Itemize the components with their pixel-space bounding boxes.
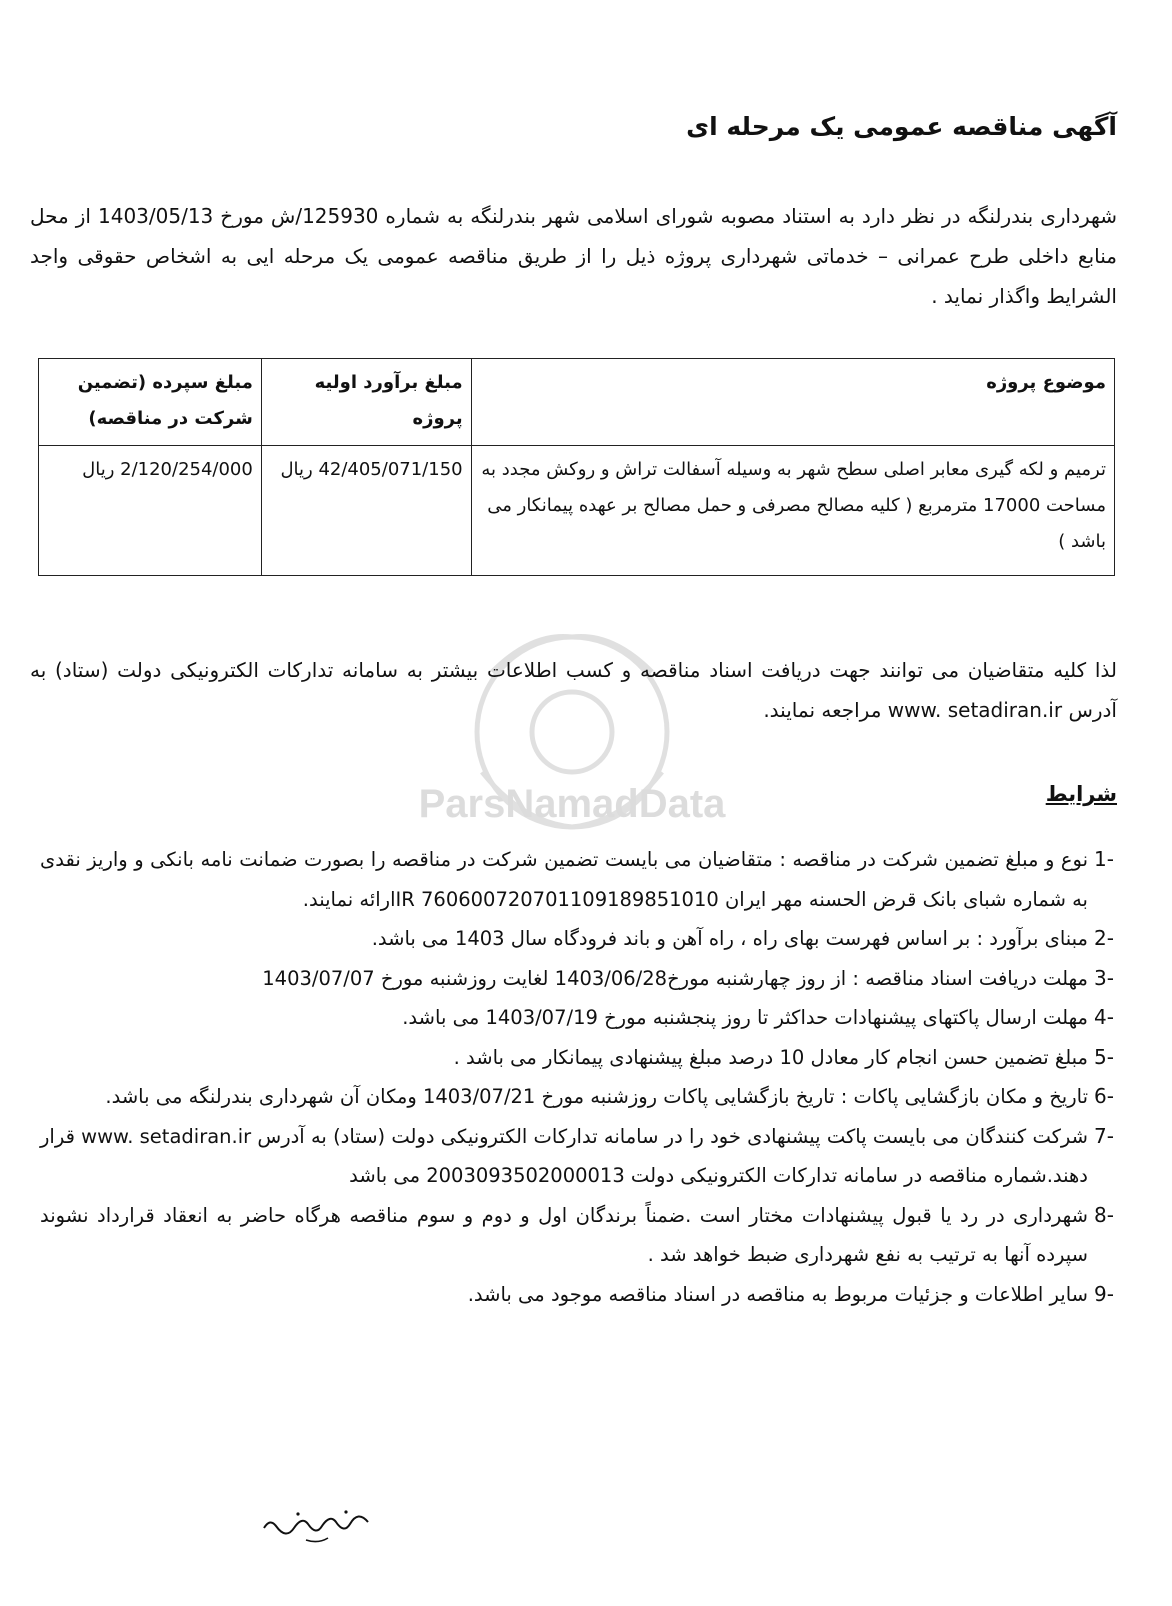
project-table bbox=[38, 358, 1115, 576]
condition-number: 7- bbox=[1094, 1123, 1114, 1148]
condition-text: شرکت کنندگان می بایست پاکت پیشنهادی خود را در سامانه تدارکات الکترونیکی دولت (ستاد) به آدرس www. setadiran.ir قرار دهند.شماره مناقصه در سامانه تدارکات الکترونیکی دولت 2003093502000013 می باشد bbox=[40, 1124, 1088, 1187]
condition-item bbox=[40, 840, 1132, 919]
condition-item bbox=[40, 1038, 1132, 1078]
condition-number: 5- bbox=[1094, 1044, 1114, 1069]
condition-number: 9- bbox=[1094, 1281, 1114, 1306]
condition-number: 4- bbox=[1094, 1005, 1114, 1029]
condition-text: نوع و مبلغ تضمین شرکت در مناقصه : متقاضیان می بایست تضمین شرکت در مناقصه را بصورت ضمانت نامه بانکی و واریز نقدی به شماره شبای بانک قرض الحسنه مهر ایران IR 760600720701109189851010ارائه نمایند. bbox=[40, 848, 1088, 911]
condition-text: سایر اطلاعات و جزئیات مربوط به مناقصه در اسناد مناقصه موجود می باشد. bbox=[467, 1282, 1088, 1306]
signature-image bbox=[258, 1500, 378, 1550]
condition-item bbox=[40, 1275, 1132, 1315]
table-header-row bbox=[39, 359, 1115, 446]
info-paragraph: لذا کلیه متقاضیان می توانند جهت دریافت اسناد مناقصه و کسب اطلاعات بیشتر به سامانه تدارکات الکترونیکی دولت (ستاد) به آدرس www. setadiran.ir مراجعه نمایند. bbox=[30, 658, 1117, 722]
condition-text: شهرداری در رد یا قبول پیشنهادات مختار است .ضمناً برندگان اول و دوم و سوم مناقصه هرگاه حاضر به انعقاد قرارداد نشوند سپرده آنها به ترتیب به نفع شهرداری ضبط خواهد شد . bbox=[40, 1203, 1088, 1266]
intro-paragraph: شهرداری بندرلنگه در نظر دارد به استناد مصوبه شورای اسلامی شهر بندرلنگه به شماره 125930/ش مورخ 1403/05/13 از محل منابع داخلی طرح عمرانی – خدماتی شهرداری پروژه ذیل را از طریق مناقصه عمومی یک مرحله ایی به اشخاص حقوقی واجد الشرایط واگذار نماید . bbox=[30, 204, 1117, 308]
condition-number: 3- bbox=[1094, 965, 1114, 990]
condition-item bbox=[40, 919, 1132, 959]
condition-item bbox=[40, 998, 1132, 1038]
notice-title: آگهی مناقصه عمومی یک مرحله ای bbox=[686, 112, 1117, 141]
condition-item bbox=[40, 959, 1132, 999]
condition-item bbox=[40, 1196, 1132, 1275]
cell-subject: ترمیم و لکه گیری معابر اصلی سطح شهر به وسیله آسفالت تراش و روکش مجدد به مساحت 17000 مترمربع ( کلیه مصالح مصرفی و حمل مصالح بر عهده پیمانکار می باشد ) bbox=[471, 446, 1114, 576]
cell-deposit: 2/120/254/000 ریال bbox=[39, 446, 262, 576]
condition-text: مهلت دریافت اسناد مناقصه : از روز چهارشنبه مورخ1403/06/28 لغایت روزشنبه مورخ 1403/07/07 bbox=[262, 966, 1088, 990]
condition-item bbox=[40, 1077, 1132, 1117]
condition-item bbox=[40, 1117, 1132, 1196]
header-deposit: مبلغ سپرده (تضمین شرکت در مناقصه) bbox=[39, 359, 262, 446]
conditions-heading: شرایط bbox=[1045, 782, 1117, 806]
table-row bbox=[39, 446, 1115, 576]
condition-number: 6- bbox=[1094, 1084, 1114, 1108]
conditions-list bbox=[40, 840, 1132, 1314]
watermark-label: ParsNamadData bbox=[418, 782, 726, 826]
condition-text: مبلغ تضمین حسن انجام کار معادل 10 درصد مبلغ پیشنهادی پیمانکار می باشد . bbox=[453, 1045, 1088, 1069]
condition-number: 8- bbox=[1094, 1202, 1114, 1227]
condition-text: مبنای برآورد : بر اساس فهرست بهای راه ، راه آهن و باند فرودگاه سال 1403 می باشد. bbox=[371, 927, 1088, 950]
condition-number: 1- bbox=[1094, 847, 1114, 871]
condition-text: مهلت ارسال پاکتهای پیشنهادات حداکثر تا روز پنجشنبه مورخ 1403/07/19 می باشد. bbox=[402, 1006, 1088, 1029]
condition-number: 2- bbox=[1094, 926, 1114, 950]
cell-estimate: 42/405/071/150 ریال bbox=[261, 446, 471, 576]
condition-text: تاریخ و مکان بازگشایی پاکات : تاریخ بازگشایی پاکات روزشنبه مورخ 1403/07/21 ومکان آن شهرداری بندرلنگه می باشد. bbox=[105, 1085, 1088, 1108]
header-subject: موضوع پروژه bbox=[471, 359, 1114, 446]
header-estimate: مبلغ برآورد اولیه پروژه bbox=[261, 359, 471, 446]
